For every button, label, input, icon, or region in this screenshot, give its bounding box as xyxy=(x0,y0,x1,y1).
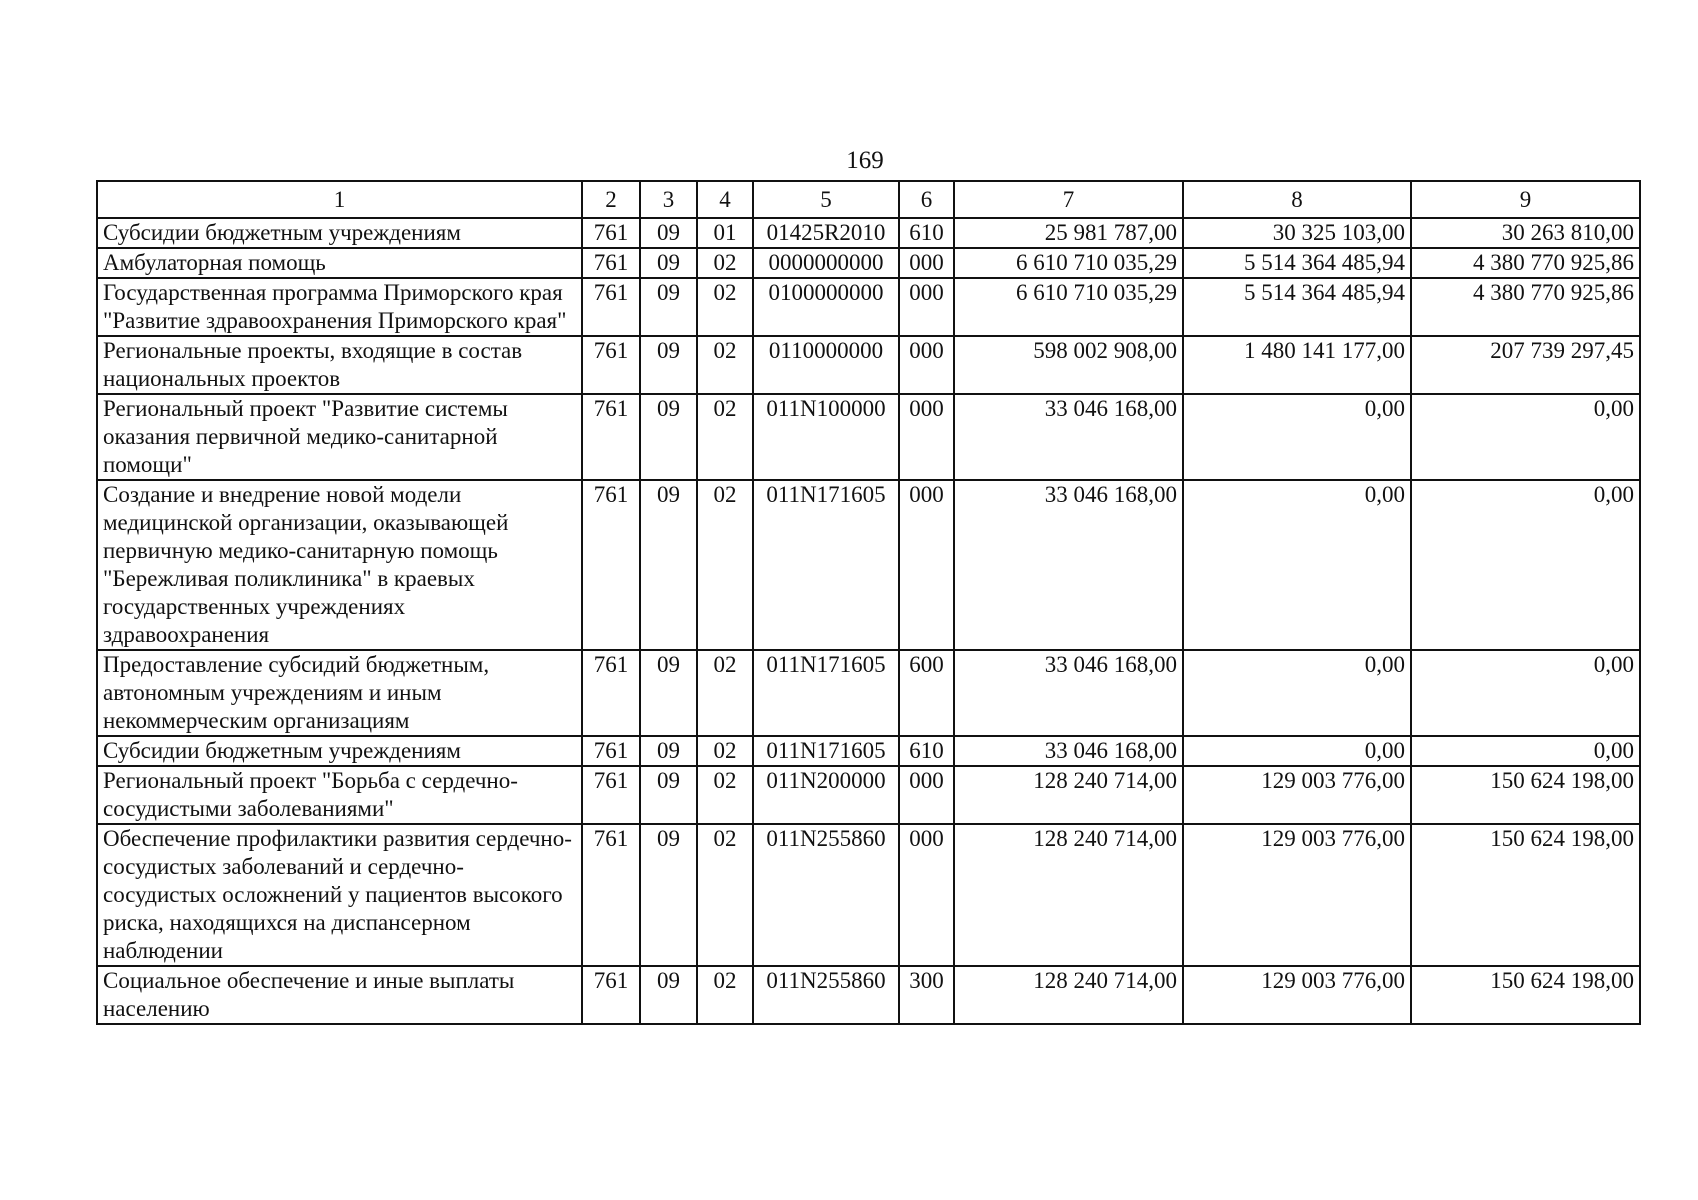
row-name: Региональные проекты, входящие в состав национальных проектов xyxy=(97,336,582,394)
row-name: Субсидии бюджетным учреждениям xyxy=(97,736,582,766)
row-sum-year2: 30 325 103,00 xyxy=(1183,218,1411,248)
row-sum-year3: 30 263 810,00 xyxy=(1411,218,1640,248)
row-expense-type: 000 xyxy=(899,394,954,480)
row-target-article: 0100000000 xyxy=(753,278,899,336)
row-sum-year2: 129 003 776,00 xyxy=(1183,966,1411,1024)
row-section-code: 09 xyxy=(640,966,697,1024)
row-sum-year2: 0,00 xyxy=(1183,736,1411,766)
row-dept-code: 761 xyxy=(582,336,640,394)
row-dept-code: 761 xyxy=(582,824,640,966)
row-subsection-code: 02 xyxy=(697,248,753,278)
row-sum-year2: 0,00 xyxy=(1183,480,1411,650)
row-subsection-code: 02 xyxy=(697,336,753,394)
row-expense-type: 000 xyxy=(899,248,954,278)
row-subsection-code: 02 xyxy=(697,480,753,650)
row-dept-code: 761 xyxy=(582,966,640,1024)
table-row xyxy=(97,394,1640,480)
row-sum-year1: 33 046 168,00 xyxy=(954,650,1183,736)
row-section-code: 09 xyxy=(640,336,697,394)
header-cell-name: 1 xyxy=(97,181,582,218)
row-target-article: 011N171605 xyxy=(753,736,899,766)
row-dept-code: 761 xyxy=(582,650,640,736)
row-name: Региональный проект "Развитие системы оказания первичной медико-санитарной помощи" xyxy=(97,394,582,480)
table-row xyxy=(97,824,1640,966)
row-section-code: 09 xyxy=(640,650,697,736)
row-section-code: 09 xyxy=(640,736,697,766)
table-row xyxy=(97,248,1640,278)
row-sum-year1: 128 240 714,00 xyxy=(954,966,1183,1024)
table-row xyxy=(97,218,1640,248)
row-expense-type: 000 xyxy=(899,480,954,650)
table-row xyxy=(97,736,1640,766)
row-sum-year3: 0,00 xyxy=(1411,394,1640,480)
row-sum-year1: 598 002 908,00 xyxy=(954,336,1183,394)
row-sum-year3: 4 380 770 925,86 xyxy=(1411,248,1640,278)
row-target-article: 0000000000 xyxy=(753,248,899,278)
row-dept-code: 761 xyxy=(582,218,640,248)
row-sum-year1: 128 240 714,00 xyxy=(954,824,1183,966)
row-name: Амбулаторная помощь xyxy=(97,248,582,278)
row-section-code: 09 xyxy=(640,218,697,248)
row-sum-year1: 6 610 710 035,29 xyxy=(954,278,1183,336)
row-target-article: 011N171605 xyxy=(753,650,899,736)
header-cell-expense-type: 6 xyxy=(899,181,954,218)
row-sum-year3: 0,00 xyxy=(1411,480,1640,650)
header-row xyxy=(97,181,1640,218)
row-name: Обеспечение профилактики развития сердечно-сосудистых заболеваний и сердечно-сосудистых осложнений у пациентов высокого риска, находящихся на диспансерном наблюдении xyxy=(97,824,582,966)
row-expense-type: 000 xyxy=(899,278,954,336)
row-sum-year3: 150 624 198,00 xyxy=(1411,824,1640,966)
row-dept-code: 761 xyxy=(582,480,640,650)
row-name: Создание и внедрение новой модели медицинской организации, оказывающей первичную медико-санитарную помощь "Бережливая поликлиника" в краевых государственных учреждениях здравоохранения xyxy=(97,480,582,650)
row-sum-year2: 129 003 776,00 xyxy=(1183,824,1411,966)
row-target-article: 011N200000 xyxy=(753,766,899,824)
row-subsection-code: 01 xyxy=(697,218,753,248)
row-target-article: 01425R2010 xyxy=(753,218,899,248)
row-section-code: 09 xyxy=(640,278,697,336)
row-sum-year1: 25 981 787,00 xyxy=(954,218,1183,248)
table-row xyxy=(97,278,1640,336)
budget-table xyxy=(96,180,1641,1025)
row-dept-code: 761 xyxy=(582,278,640,336)
row-target-article: 011N255860 xyxy=(753,824,899,966)
row-expense-type: 610 xyxy=(899,218,954,248)
row-dept-code: 761 xyxy=(582,736,640,766)
row-name: Государственная программа Приморского края "Развитие здравоохранения Приморского края" xyxy=(97,278,582,336)
row-sum-year3: 0,00 xyxy=(1411,650,1640,736)
row-target-article: 011N255860 xyxy=(753,966,899,1024)
row-section-code: 09 xyxy=(640,480,697,650)
row-sum-year2: 1 480 141 177,00 xyxy=(1183,336,1411,394)
row-sum-year1: 33 046 168,00 xyxy=(954,394,1183,480)
row-sum-year3: 4 380 770 925,86 xyxy=(1411,278,1640,336)
row-sum-year1: 128 240 714,00 xyxy=(954,766,1183,824)
row-expense-type: 000 xyxy=(899,824,954,966)
row-subsection-code: 02 xyxy=(697,966,753,1024)
row-subsection-code: 02 xyxy=(697,278,753,336)
table-row xyxy=(97,650,1640,736)
header-cell-sum-year1: 7 xyxy=(954,181,1183,218)
row-subsection-code: 02 xyxy=(697,766,753,824)
header-cell-section: 3 xyxy=(640,181,697,218)
page-number: 169 xyxy=(846,147,884,174)
row-target-article: 011N100000 xyxy=(753,394,899,480)
table-row xyxy=(97,336,1640,394)
row-dept-code: 761 xyxy=(582,394,640,480)
table-row xyxy=(97,480,1640,650)
row-expense-type: 000 xyxy=(899,336,954,394)
row-sum-year2: 0,00 xyxy=(1183,394,1411,480)
row-sum-year1: 33 046 168,00 xyxy=(954,736,1183,766)
row-name: Предоставление субсидий бюджетным, автономным учреждениям и иным некоммерческим организациям xyxy=(97,650,582,736)
row-section-code: 09 xyxy=(640,824,697,966)
header-cell-target-article: 5 xyxy=(753,181,899,218)
header-cell-sum-year3: 9 xyxy=(1411,181,1640,218)
row-section-code: 09 xyxy=(640,394,697,480)
header-cell-dept: 2 xyxy=(582,181,640,218)
header-cell-subsection: 4 xyxy=(697,181,753,218)
row-expense-type: 000 xyxy=(899,766,954,824)
row-section-code: 09 xyxy=(640,766,697,824)
row-target-article: 0110000000 xyxy=(753,336,899,394)
table-row xyxy=(97,766,1640,824)
row-sum-year3: 150 624 198,00 xyxy=(1411,966,1640,1024)
row-name: Региональный проект "Борьба с сердечно-сосудистыми заболеваниями" xyxy=(97,766,582,824)
row-expense-type: 300 xyxy=(899,966,954,1024)
header-cell-sum-year2: 8 xyxy=(1183,181,1411,218)
row-sum-year2: 5 514 364 485,94 xyxy=(1183,248,1411,278)
row-target-article: 011N171605 xyxy=(753,480,899,650)
row-subsection-code: 02 xyxy=(697,824,753,966)
row-dept-code: 761 xyxy=(582,766,640,824)
row-sum-year1: 6 610 710 035,29 xyxy=(954,248,1183,278)
row-sum-year3: 150 624 198,00 xyxy=(1411,766,1640,824)
row-name: Субсидии бюджетным учреждениям xyxy=(97,218,582,248)
row-subsection-code: 02 xyxy=(697,736,753,766)
row-dept-code: 761 xyxy=(582,248,640,278)
row-name: Социальное обеспечение и иные выплаты населению xyxy=(97,966,582,1024)
row-expense-type: 610 xyxy=(899,736,954,766)
row-expense-type: 600 xyxy=(899,650,954,736)
row-sum-year2: 129 003 776,00 xyxy=(1183,766,1411,824)
row-subsection-code: 02 xyxy=(697,394,753,480)
row-sum-year3: 207 739 297,45 xyxy=(1411,336,1640,394)
row-sum-year2: 5 514 364 485,94 xyxy=(1183,278,1411,336)
table-row xyxy=(97,966,1640,1024)
row-subsection-code: 02 xyxy=(697,650,753,736)
row-sum-year1: 33 046 168,00 xyxy=(954,480,1183,650)
row-sum-year2: 0,00 xyxy=(1183,650,1411,736)
row-sum-year3: 0,00 xyxy=(1411,736,1640,766)
row-section-code: 09 xyxy=(640,248,697,278)
